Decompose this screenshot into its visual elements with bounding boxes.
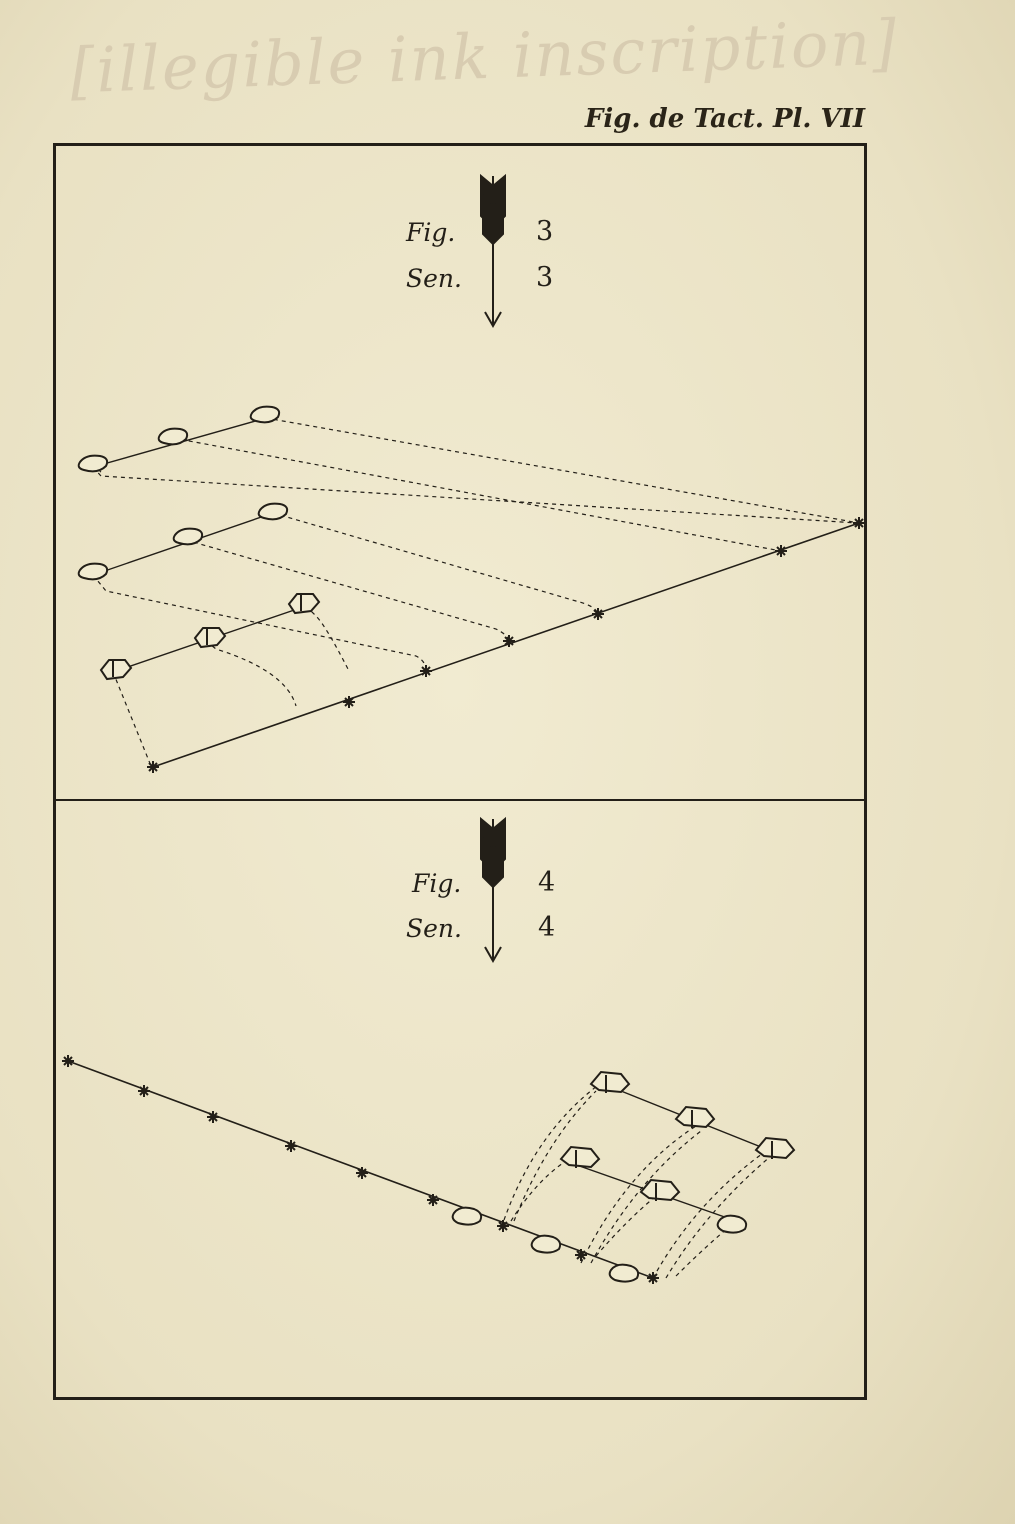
star-icon	[427, 1194, 439, 1206]
line-of-battle	[68, 1061, 653, 1278]
sen-number: 3	[536, 262, 554, 293]
sen-number: 4	[538, 912, 556, 943]
ship-icon	[453, 1208, 481, 1225]
sen-label: Sen.	[406, 914, 462, 943]
plate-title: Fig. de Tact. Pl. VII	[584, 104, 865, 134]
fig-number: 4	[538, 867, 556, 898]
fig-number: 3	[536, 216, 554, 247]
handwritten-note: [illegible ink inscription]	[68, 5, 900, 108]
ship-icon	[79, 456, 107, 472]
panel-fig-4	[56, 801, 864, 1397]
star-icon	[575, 1249, 587, 1261]
ship-icon	[676, 1107, 714, 1128]
ship-icon	[101, 660, 131, 679]
ship-icon	[610, 1265, 638, 1282]
star-icon	[647, 1272, 659, 1284]
star-icon	[497, 1220, 509, 1232]
star-icon	[853, 517, 864, 529]
ship-icon	[195, 628, 225, 647]
star-icon	[147, 761, 159, 773]
ship-icon	[79, 564, 107, 580]
ship-icon	[532, 1236, 560, 1253]
sen-label: Sen.	[406, 264, 462, 293]
compass-arrow-icon	[481, 819, 505, 961]
compass-arrow-icon	[481, 176, 505, 326]
ship-icon	[756, 1138, 794, 1159]
star-icon	[420, 665, 432, 677]
ship-icon	[174, 529, 202, 545]
panel-fig-3	[56, 146, 864, 801]
ship-icon	[251, 407, 279, 423]
fig-label: Fig.	[406, 218, 456, 247]
ship-icon	[289, 594, 319, 613]
ship-icon	[561, 1147, 599, 1168]
ship-icon	[259, 504, 287, 520]
fig-3-diagram	[56, 146, 864, 799]
ship-icon	[718, 1216, 746, 1233]
star-icon	[592, 608, 604, 620]
fig-label: Fig.	[412, 869, 462, 898]
star-icon	[775, 545, 787, 557]
plate-frame	[53, 143, 867, 1400]
star-icon	[62, 1055, 74, 1067]
ship-icon	[159, 429, 187, 445]
fig-4-diagram	[56, 801, 864, 1397]
ship-icon	[591, 1072, 629, 1093]
